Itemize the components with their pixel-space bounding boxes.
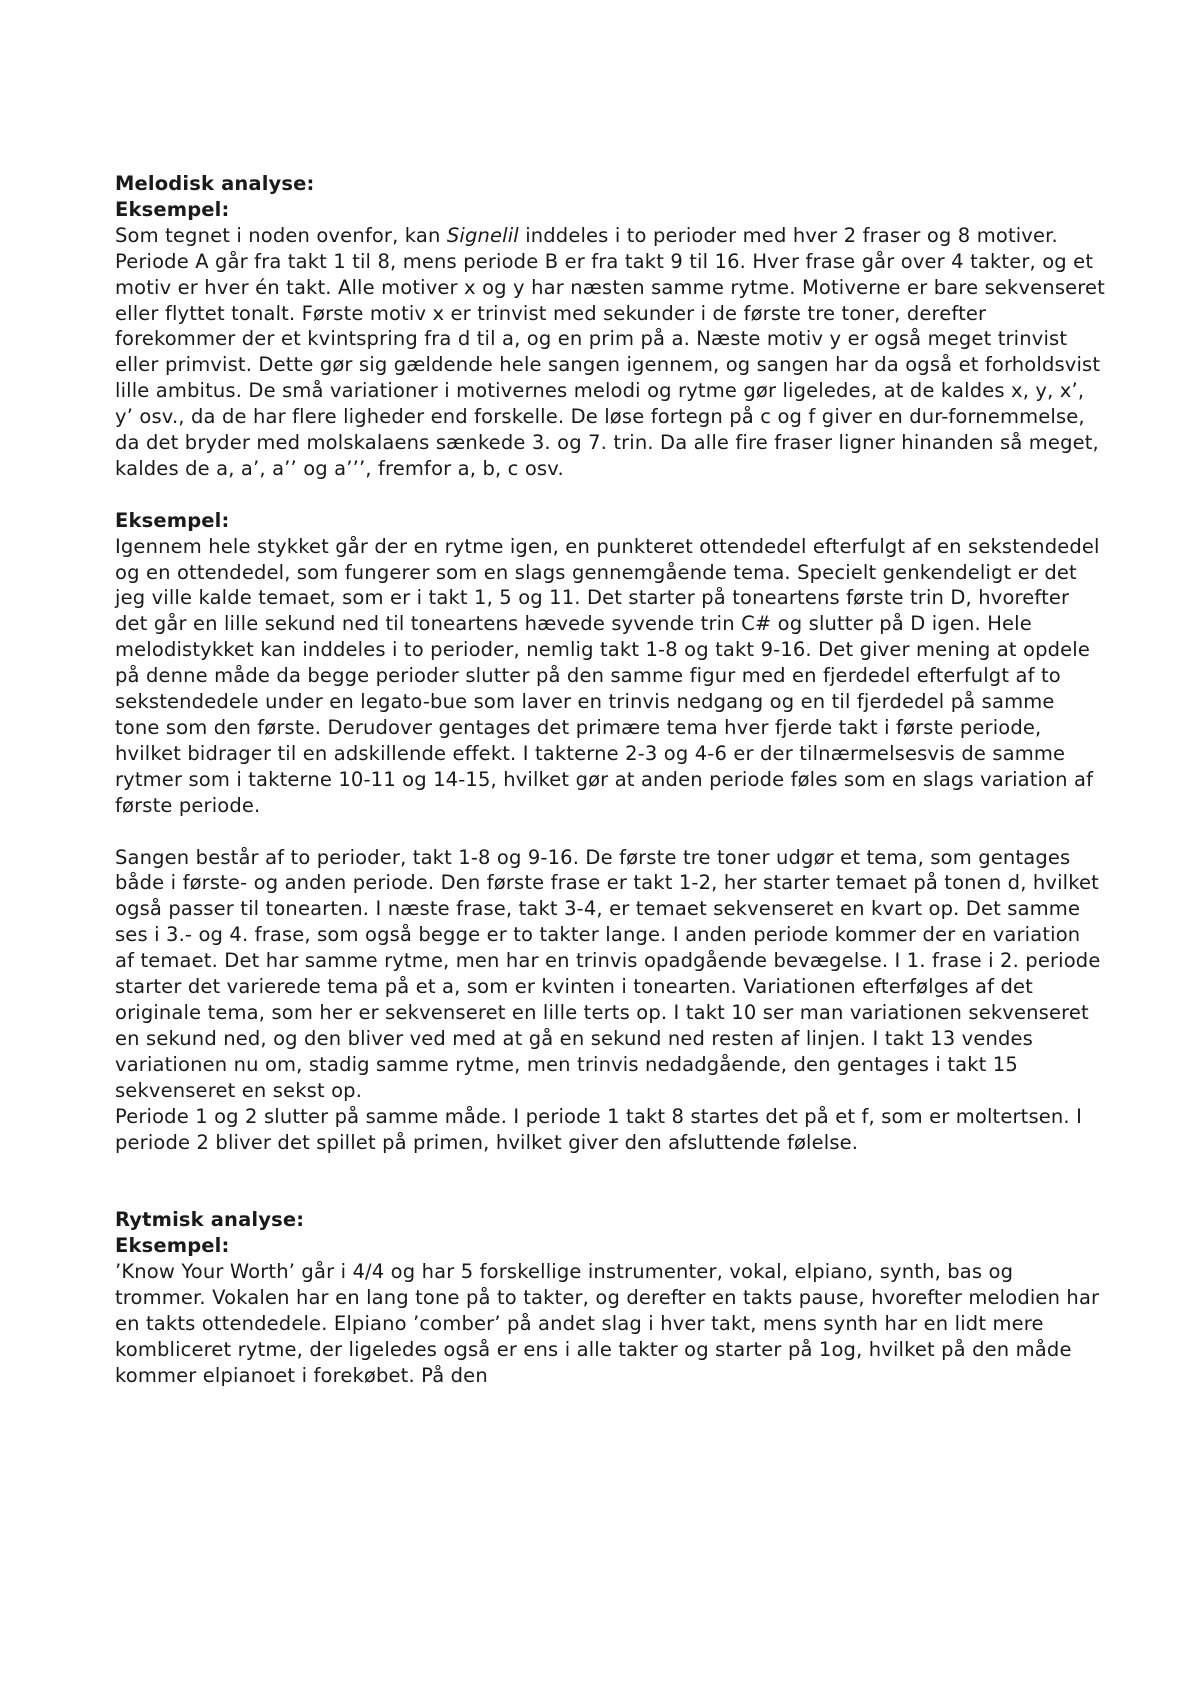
melodic-example1-paragraph2: Periode A går fra takt 1 til 8, mens periode B er fra takt 9 til 16. Hver frase går over 4 takter, og et motiv er hver én takt. Alle motiver x og y har næsten samme rytme. Motiverne er bare sekvenseret eller flyttet tonalt. Første motiv x er trinvist med sekunder i de første tre toner, derefter forekommer der et kvintspring fra d til a, og en prim på a. Næste motiv y er også meget trinvist eller primvist. Dette gør sig gældende hele sangen igennem, og sangen har da også et forholdsvist lille ambitus. De små variationer i motivernes melodi og rytme gør ligeledes, at de kaldes x, y, x’, y’ osv., da de har flere ligheder end forskelle. De løse fortegn på c og f giver en dur-fornemmelse, da det bryder med molskalaens sænkede 3. og 7. trin. Da alle fire fraser ligner hinanden så meget, kaldes de a, a’, a’’ og a’’’, fremfor a, b, c osv. <box>115 249 1105 480</box>
example-label: Eksempel: <box>115 508 230 532</box>
text-segment: Som tegnet i noden ovenfor, kan <box>115 223 447 247</box>
text-segment: inddeles i to perioder med hver 2 fraser og 8 motiver. <box>518 223 1058 247</box>
document-page <box>115 171 1105 1389</box>
example-label: Eksempel: <box>115 197 230 221</box>
spacer <box>115 1155 1105 1207</box>
example-label: Eksempel: <box>115 1234 230 1258</box>
melodic-example2-paragraph: Igennem hele stykket går der en rytme igen, en punkteret ottendedel efterfulgt af en sekstendedel og en ottendedel, som fungerer som en slags gennemgående tema. Specielt genkendeligt er det jeg ville kalde temaet, som er i takt 1, 5 og 11. Det starter på toneartens første trin D, hvorefter det går en lille sekund ned til toneartens hævede syvende trin C# og slutter på D igen. Hele melodistykket kan inddeles i to perioder, nemlig takt 1-8 og takt 9-16. Det giver mening at opdele på denne måde da begge perioder slutter på den samme figur med en fjerdedel efterfulgt af to sekstendedele under en legato-bue som laver en trinvis nedgang og en til fjerdedel på samme tone som den første. Derudover gentages det primære tema hver fjerde takt i første periode, hvilket bidrager til en adskillende effekt. I takterne 2-3 og 4-6 er der tilnærmelsesvis de samme rytmer som i takterne 10-11 og 14-15, hvilket gør at anden periode føles som en slags variation af første periode. <box>115 534 1100 817</box>
song-title: Signelil <box>446 223 519 247</box>
rhythmic-example1-paragraph: ’Know Your Worth’ går i 4/4 og har 5 forskellige instrumenter, vokal, elpiano, synth, bas og trommer. Vokalen har en lang tone på to takter, og derefter en takts pause, hvorefter melodien har en takts ottendedele. Elpiano ’comber’ på andet slag i hver takt, mens synth har en lidt mere kombliceret rytme, der ligeledes også er ens i alle takter og starter på 1og, hvilket på den måde kommer elpianoet i forekøbet. På den <box>115 1260 1100 1387</box>
melodic-example1-paragraph1 <box>115 223 1105 249</box>
spacer <box>115 482 1105 508</box>
spacer <box>115 819 1105 845</box>
melodic-example3-paragraph1: Sangen består af to perioder, takt 1-8 og 9-16. De første tre toner udgør et tema, som gentages både i første- og anden periode. Den første frase er takt 1-2, her starter temaet på tonen d, hvilket også passer til tonearten. I næste frase, takt 3-4, er temaet sekvenseret en kvart op. Det samme ses i 3.- og 4. frase, som også begge er to takter lange. I anden periode kommer der en variation af temaet. Det har samme rytme, men har en trinvis opadgående bevægelse. I 1. frase i 2. periode starter det varierede tema på et a, som er kvinten i tonearten. Variationen efterfølges af det originale tema, som her er sekvenseret en lille terts op. I takt 10 ser man variationen sekvenseret en sekund ned, og den bliver ved med at gå en sekund ned resten af linjen. I takt 13 vendes variationen nu om, stadig samme rytme, men trinvis nedadgående, den gentages i takt 15 sekvenseret en sekst op. <box>115 845 1101 1102</box>
melodic-example3-paragraph2: Periode 1 og 2 slutter på samme måde. I periode 1 takt 8 startes det på et f, som er moltertsen. I periode 2 bliver det spillet på primen, hvilket giver den afsluttende følelse. <box>115 1104 1083 1154</box>
melodic-analysis-heading: Melodisk analyse: <box>115 172 315 195</box>
rhythmic-analysis-heading: Rytmisk analyse: <box>115 1208 305 1232</box>
